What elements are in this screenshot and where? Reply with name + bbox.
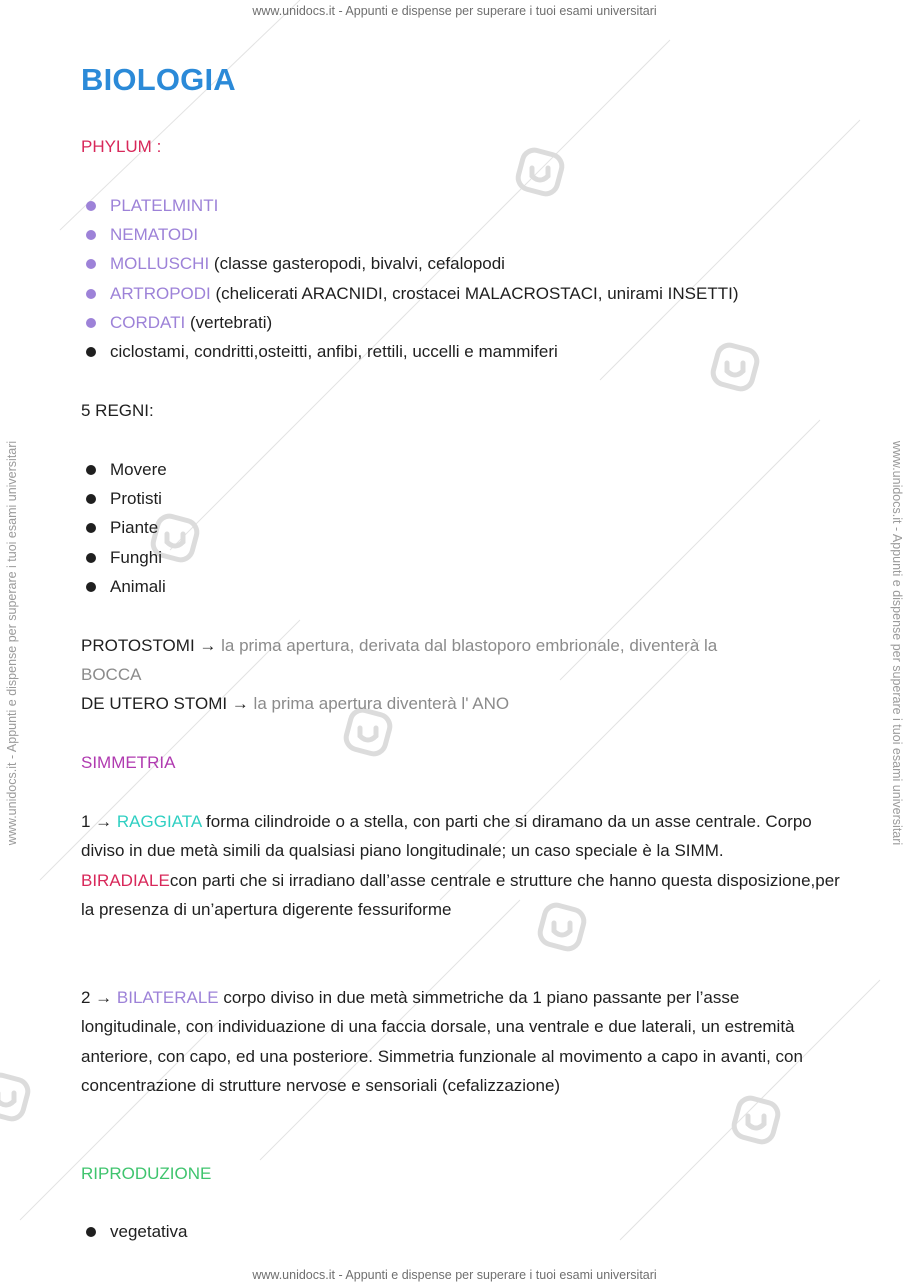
- bullet-icon: [86, 494, 96, 504]
- page-title: BIOLOGIA: [81, 62, 236, 97]
- bullet-icon: [86, 289, 96, 299]
- bullet-icon: [86, 347, 96, 357]
- simmetria-heading: SIMMETRIA: [81, 753, 176, 772]
- regni-item: Movere: [110, 460, 167, 479]
- phylum-extra-item: ciclostami, condritti,osteitti, anfibi, rettili, uccelli e mammiferi: [110, 342, 558, 361]
- phylum-item: CORDATI (vertebrati): [110, 313, 273, 332]
- regni-heading: 5 REGNI:: [81, 401, 154, 420]
- bullet-icon: [86, 553, 96, 563]
- regni-item: Protisti: [110, 489, 162, 508]
- simmetria-bilaterale-paragraph: 2 → BILATERALE corpo diviso in due metà simmetriche da 1 piano passante per l’asse longitudinale, con individuazione di una faccia dorsale, una ventrale e due laterali, un estremità anteriore, con capo, ed una posteriore. Simmetria funzionale al movimento a capo in avanti, con concentrazione di strutture nervose e sensoriali (cefalizzazione): [81, 988, 803, 1095]
- bullet-icon: [86, 230, 96, 240]
- bullet-icon: [86, 523, 96, 533]
- deuterostomi-line: DE UTERO STOMI → la prima apertura diventerà l' ANO: [81, 694, 510, 713]
- bullet-icon: [86, 201, 96, 211]
- watermark-left: www.unidocs.it - Appunti e dispense per superare i tuoi esami universitari: [5, 440, 19, 846]
- unidocs-logo-icon: [516, 148, 565, 197]
- phylum-item: NEMATODI: [110, 225, 199, 244]
- regni-item: Animali: [110, 577, 166, 596]
- regni-item: Piante: [110, 518, 159, 537]
- unidocs-logo-icon: [0, 1073, 30, 1122]
- phylum-item: MOLLUSCHI (classe gasteropodi, bivalvi, cefalopodi: [110, 254, 505, 273]
- phylum-item: PLATELMINTI: [110, 196, 219, 215]
- protostomi-line-2: BOCCA: [81, 665, 142, 684]
- watermark-right: www.unidocs.it - Appunti e dispense per superare i tuoi esami universitari: [890, 440, 904, 846]
- watermark-top: www.unidocs.it - Appunti e dispense per superare i tuoi esami universitari: [252, 4, 657, 18]
- phylum-heading: PHYLUM :: [81, 137, 162, 156]
- watermark-bottom: www.unidocs.it - Appunti e dispense per superare i tuoi esami universitari: [252, 1268, 657, 1282]
- bullet-icon: [86, 259, 96, 269]
- unidocs-logo-icon: [732, 1096, 781, 1145]
- regni-item: Funghi: [110, 548, 162, 567]
- unidocs-logo-icon: [711, 343, 760, 392]
- bullet-icon: [86, 318, 96, 328]
- riproduzione-item: vegetativa: [110, 1222, 188, 1241]
- phylum-item: ARTROPODI (chelicerati ARACNIDI, crostacei MALACROSTACI, unirami INSETTI): [110, 284, 739, 303]
- simmetria-raggiata-paragraph: 1 → RAGGIATA forma cilindroide o a stella, con parti che si diramano da un asse centrale. Corpo diviso in due metà simili da qualsiasi piano longitudinale; un caso speciale è la SIMM. BIRADIALEcon parti che si irradiano dall’asse centrale e strutture che hanno questa disposizione,per la presenza di un’apertura digerente fessuriforme: [81, 812, 840, 919]
- riproduzione-heading: RIPRODUZIONE: [81, 1164, 212, 1183]
- bullet-icon: [86, 1227, 96, 1237]
- bullet-icon: [86, 582, 96, 592]
- bullet-icon: [86, 465, 96, 475]
- protostomi-line: PROTOSTOMI → la prima apertura, derivata dal blastoporo embrionale, diventerà la: [81, 636, 718, 655]
